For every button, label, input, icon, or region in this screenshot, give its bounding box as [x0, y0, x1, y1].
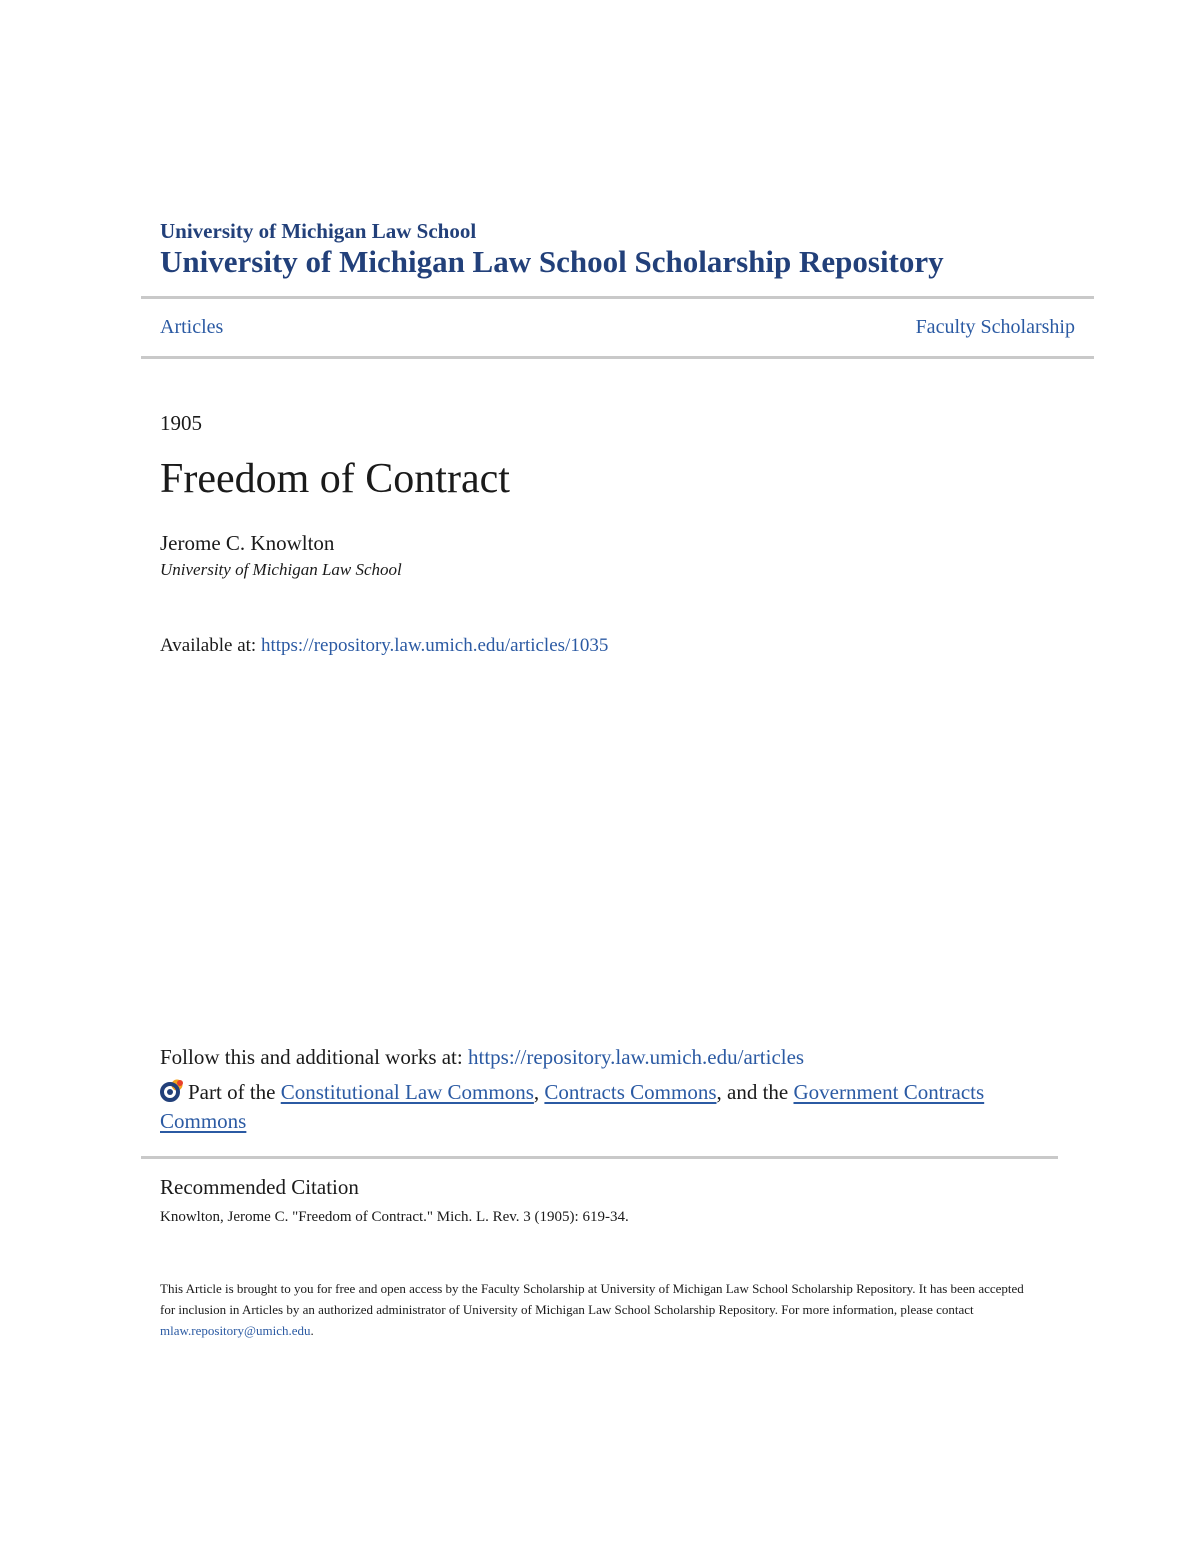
- commons-separator-2: , and the: [716, 1080, 794, 1104]
- publication-year: 1905: [160, 411, 202, 435]
- faculty-scholarship-link[interactable]: Faculty Scholarship: [915, 316, 1075, 338]
- author-name: Jerome C. Knowlton: [160, 531, 335, 555]
- access-notice-text: This Article is brought to you for free and open access by the Faculty Scholarship at University of Michigan Law School Scholarship Repository. It has been accepted for inclusion in Articles by an authorized administrator of University of Michigan Law School Scholarship Repository. For more information, please contact: [160, 1281, 1024, 1317]
- institution-name: University of Michigan Law School: [160, 219, 477, 243]
- citation-heading: Recommended Citation: [160, 1175, 359, 1199]
- articles-link[interactable]: Articles: [160, 316, 224, 338]
- access-notice-end: .: [310, 1323, 314, 1338]
- constitutional-law-commons-link[interactable]: Constitutional Law Commons: [280, 1080, 534, 1104]
- commons-separator-1: ,: [533, 1080, 545, 1104]
- part-of-commons: [160, 1078, 1060, 1136]
- government-contracts-commons-link[interactable]: Government Contracts Commons: [160, 1080, 985, 1133]
- contact-email-link[interactable]: mlaw.repository@umich.edu: [160, 1323, 311, 1338]
- collection-url-link[interactable]: https://repository.law.umich.edu/articles: [467, 1045, 805, 1069]
- citation-divider: [141, 1156, 1058, 1159]
- repository-name: University of Michigan Law School Scholarship Repository: [160, 244, 944, 279]
- part-of-prefix: Part of the: [188, 1080, 281, 1104]
- follow-label: Follow this and additional works at:: [160, 1045, 468, 1069]
- available-at: [160, 635, 608, 657]
- follow-line: [160, 1045, 804, 1070]
- article-url-link[interactable]: https://repository.law.umich.edu/articles/1035: [260, 635, 609, 656]
- top-divider: [141, 296, 1094, 299]
- contracts-commons-link[interactable]: Contracts Commons: [544, 1080, 717, 1104]
- article-title: Freedom of Contract: [160, 456, 510, 502]
- network-icon: [160, 1078, 186, 1102]
- nav-divider: [141, 356, 1094, 359]
- available-label: Available at:: [160, 635, 261, 656]
- access-notice: [160, 1278, 1040, 1341]
- author-affiliation: University of Michigan Law School: [160, 560, 402, 579]
- citation-text: Knowlton, Jerome C. "Freedom of Contract." Mich. L. Rev. 3 (1905): 619-34.: [160, 1209, 629, 1225]
